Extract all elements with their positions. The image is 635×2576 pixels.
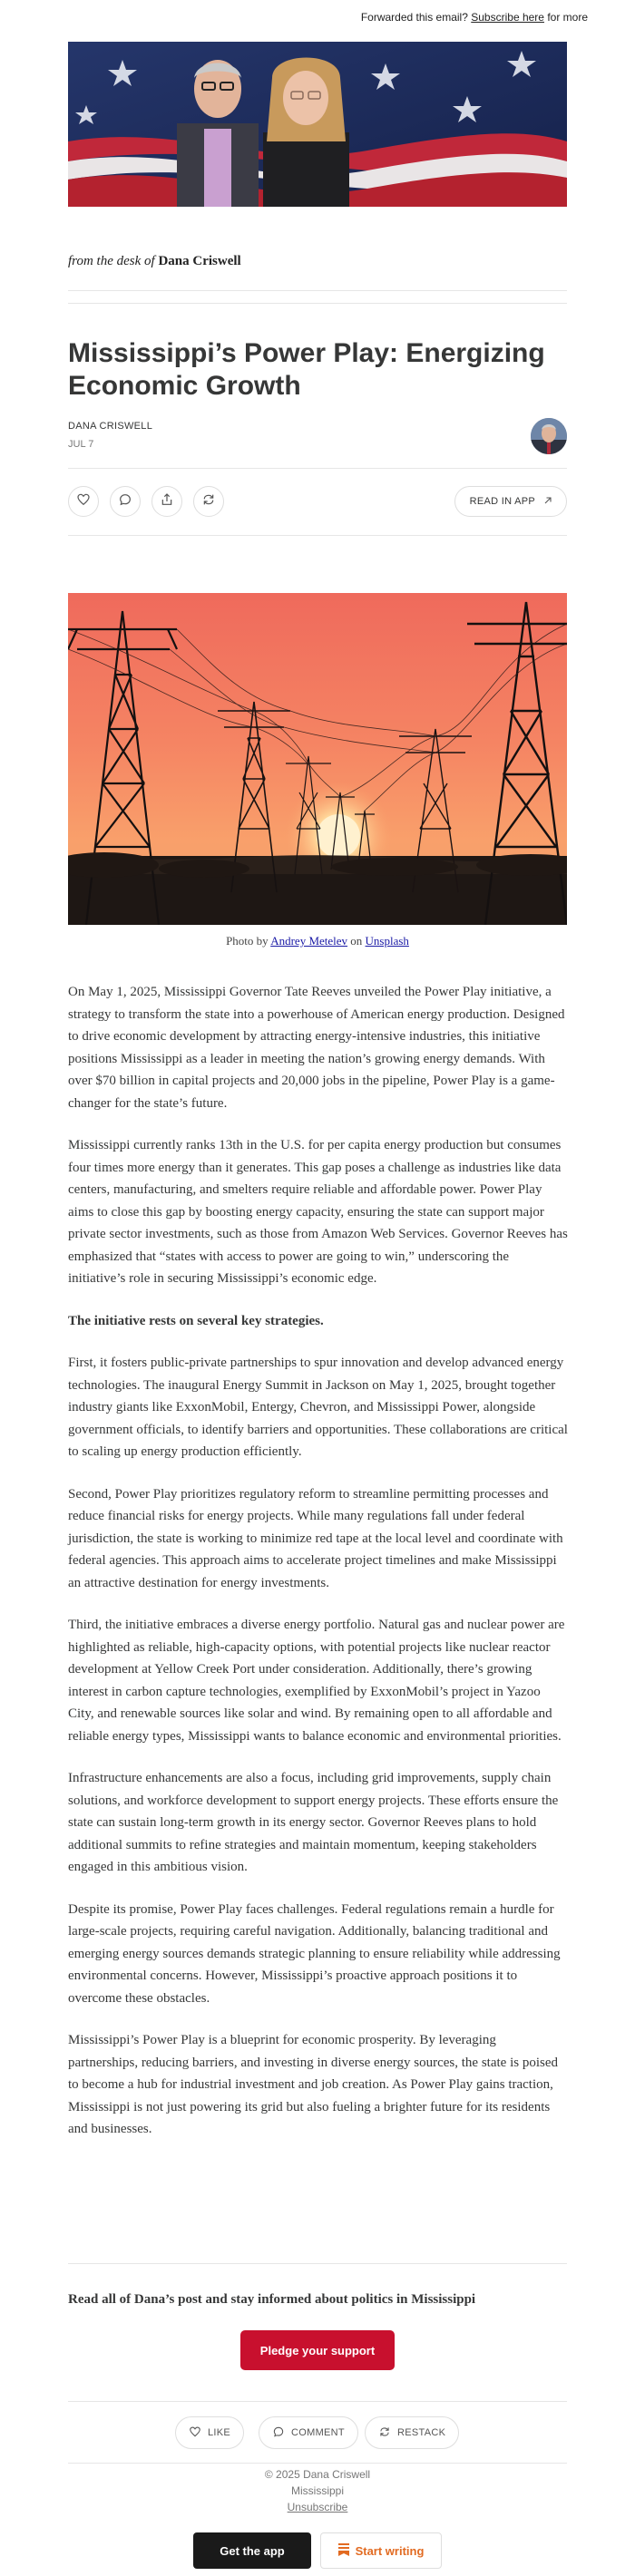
start-writing-label: Start writing (355, 2543, 425, 2558)
divider (68, 468, 567, 469)
forwarded-prefix: Forwarded this email? (360, 11, 468, 24)
restack-icon (201, 492, 216, 511)
from-desk-line (68, 254, 241, 269)
divider (68, 290, 567, 291)
author-avatar[interactable] (531, 418, 567, 454)
post-date: JUL 7 (68, 439, 94, 450)
body-paragraph: Second, Power Play prioritizes regulatory reform to streamline permitting processes and reduce financial risks for energy projects. While many regulations fall under federal jurisdiction, the state is working to minimize red tape at the local level and coordinate with federal agencies. This approach aims to accelerate project timelines and make Mississippi an attractive destination for energy investments. (68, 1486, 563, 1590)
hero-banner-image (68, 42, 567, 207)
footer-like-button[interactable] (175, 2416, 244, 2449)
restack-button[interactable] (193, 486, 224, 517)
post-author[interactable]: DANA CRISWELL (68, 421, 153, 432)
get-the-app-button[interactable]: Get the app (193, 2532, 311, 2569)
body-paragraph: On May 1, 2025, Mississippi Governor Tate Reeves unveiled the Power Play initiative, a strategy to transform the state into a powerhouse of American energy production. Designed to drive economic development by attracting energy-intensive industries, this initiative positions Mississippi as a leader in meeting the nation’s growing energy demands. With over $70 billion in capital projects and 20,000 jobs in the pipeline, Power Play is a game-changer for the state’s future. (68, 985, 565, 1111)
comment-icon (118, 492, 132, 511)
photo-caption (0, 934, 635, 948)
post-body (68, 981, 569, 2161)
body-paragraph: Third, the initiative embraces a diverse energy portfolio. Natural gas and nuclear power are highlighted as reliable, high-capacity options, with potential projects like nuclear reactor development at Yellow Creek Port under consideration. Additionally, there’s growing interest in carbon capture technologies, exemplified by ExxonMobil’s project in Yazoo City, and renewable sources like solar and wind. By remaining open to all affordable and reliable energy types, Mississippi wants to balance economic and environmental priorities. (68, 1618, 565, 1744)
share-button[interactable] (151, 486, 182, 517)
footer-comment-label: COMMENT (291, 2427, 345, 2438)
footer-restack-label: RESTACK (397, 2427, 446, 2438)
from-desk-name: Dana Criswell (158, 254, 241, 268)
footer-location: Mississippi (290, 2484, 344, 2497)
body-paragraph: First, it fosters public-private partnerships to spur innovation and develop advanced energy technologies. The inaugural Energy Summit in Jackson on May 1, 2025, brought together industry giants like ExxonMobil, Entergy, Chevron, and Mississippi Power, alongside government officials, to identify barriers and opportunities. These collaborations are critical to scaling up energy production efficiently. (68, 1356, 568, 1459)
read-in-app-button[interactable] (454, 486, 567, 517)
heart-icon (76, 492, 91, 511)
caption-mid: on (350, 934, 363, 948)
divider (68, 303, 567, 304)
read-in-app-label: READ IN APP (469, 496, 535, 507)
share-icon (160, 492, 174, 511)
body-paragraph: Mississippi’s Power Play is a blueprint for economic prosperity. By leveraging partnerships, reducing barriers, and investing in diverse energy sources, the state is poised to become a hub for industrial investment and job creation. As Power Play gains traction, Mississippi is not just powering its grid but also fueling a brighter future for its residents and businesses. (68, 2033, 558, 2136)
unsplash-link[interactable]: Unsplash (365, 934, 409, 948)
divider (68, 535, 567, 536)
subscribe-link[interactable]: Subscribe here (471, 11, 544, 24)
comment-icon (272, 2425, 285, 2441)
footer-unsubscribe (0, 2501, 635, 2513)
caption-prefix: Photo by (226, 934, 269, 948)
comment-button[interactable] (110, 486, 141, 517)
post-title[interactable]: Mississippi’s Power Play: Energizing Economic Growth (68, 338, 545, 401)
body-paragraph: Despite its promise, Power Play faces challenges. Federal regulations remain a hurdle for large-scale projects, requiring careful navigation. Additionally, balancing traditional and emerging energy sources demands strategic planning to ensure reliability while addressing environmental concerns. However, Mississippi’s proactive approach positions it to overcome these obstacles. (68, 1901, 561, 2006)
divider (68, 2463, 567, 2464)
start-writing-button[interactable] (320, 2532, 442, 2569)
like-button[interactable] (68, 486, 99, 517)
body-paragraph: Mississippi currently ranks 13th in the U.S. for per capita energy production but consumes four times more energy than it generates. This gap poses a challenge as industries like data centers, manufacturing, and smelters require reliable and affordable power. Power Play aims to close this gap by boosting energy capacity, ensuring the state can support major private sector investments, such as those from Amazon Web Services. Governor Reeves has emphasized that “states with access to power are going to win,” underscoring the initiative’s role in securing Mississippi’s economic edge. (68, 1138, 568, 1286)
arrow-up-right-icon (542, 495, 553, 509)
unsubscribe-link[interactable]: Unsubscribe (287, 2501, 348, 2513)
footer-restack-button[interactable] (365, 2416, 459, 2449)
post-actions-bar (68, 486, 567, 517)
footer-copyright: © 2025 Dana Criswell (264, 2468, 371, 2481)
forwarded-banner (361, 11, 588, 24)
photographer-link[interactable]: Andrey Metelev (270, 934, 348, 948)
cta-text: Read all of Dana’s post and stay informed about politics in Mississippi (68, 2292, 476, 2307)
pledge-support-button[interactable]: Pledge your support (240, 2330, 395, 2370)
divider (68, 2263, 567, 2264)
body-paragraph-heading: The initiative rests on several key strategies. (68, 1313, 324, 1328)
footer-comment-button[interactable] (259, 2416, 358, 2449)
power-lines-sunset-photo[interactable] (68, 593, 567, 925)
body-paragraph: Infrastructure enhancements are also a focus, including grid improvements, supply chain solutions, and workforce development to support energy projects. These efforts ensure the state can sustain long-term growth in its energy sector. Governor Reeves plans to hold additional summits to refine strategies and maintain momentum, keeping stakeholders engaged in this ambitious vision. (68, 1771, 559, 1874)
heart-icon (189, 2425, 201, 2441)
footer-like-label: LIKE (208, 2427, 231, 2438)
substack-logo-icon (338, 2543, 349, 2559)
divider (68, 2401, 567, 2402)
from-desk-prefix: from the desk of (68, 254, 155, 268)
restack-icon (378, 2425, 391, 2441)
forwarded-suffix: for more (547, 11, 588, 24)
